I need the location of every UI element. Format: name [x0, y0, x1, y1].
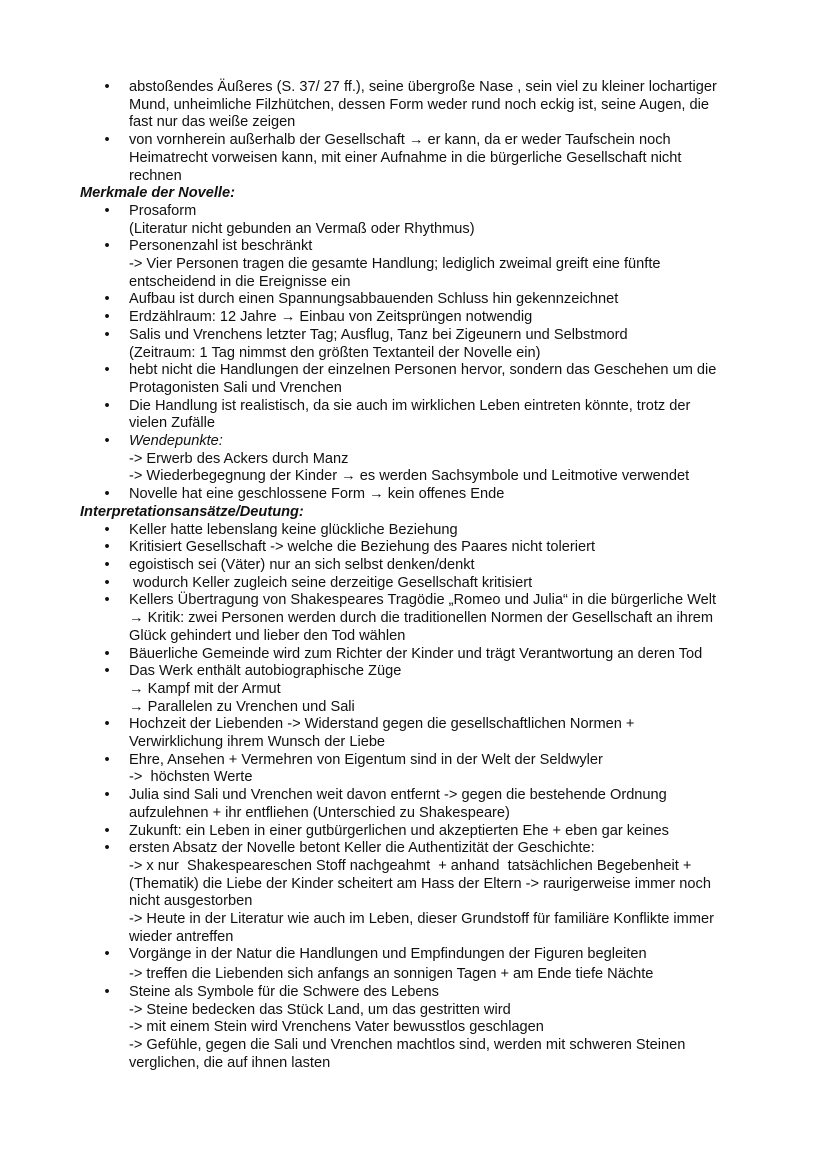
list-item-text: Personenzahl ist beschränkt [129, 238, 313, 255]
bullet-icon: • [104, 556, 110, 573]
list-item [80, 663, 760, 716]
bullet-icon: • [104, 238, 110, 255]
list-item-text: wodurch Keller zugleich seine derzeitige Gesellschaft kritisiert [129, 574, 533, 591]
list-item-text: Mund, unheimliche Filzhütchen, dessen Form weder rund noch eckig ist, seine Augen, die [129, 96, 710, 113]
list-item-text: -> x nur Shakespeareschen Stoff nachgeahmt + anhand tatsächlichen Begebenheit + [129, 857, 692, 874]
list-item-text: wieder antreffen [129, 928, 234, 945]
list-item [80, 522, 760, 540]
bullet-icon: • [104, 486, 110, 503]
bullet-icon: • [104, 326, 110, 343]
bullet-icon: • [104, 397, 110, 414]
list-item-text: -> Vier Personen tragen die gesamte Handlung; lediglich zweimal greift eine fünfte [129, 256, 661, 273]
list-item [80, 309, 760, 327]
list-item [80, 557, 760, 575]
list-item [80, 716, 760, 751]
bullet-icon: • [104, 309, 110, 326]
list-item-text: abstoßendes Äußeres (S. 37/ 27 ff.), seine übergroße Nase , sein viel zu kleiner lochartiger [129, 79, 717, 95]
list-item-text: -> Wiederbegegnung der Kinder → es werden Sachsymbole und Leitmotive verwendet [129, 468, 690, 485]
bullet-icon: • [104, 539, 110, 556]
list-item-text: hebt nicht die Handlungen der einzelnen Personen hervor, sondern das Geschehen um die [129, 362, 717, 379]
list-item-text: Aufbau ist durch einen Spannungsabbauenden Schluss hin gekennzeichnet [129, 291, 619, 308]
bullet-icon: • [104, 751, 110, 768]
list-item [80, 79, 760, 132]
interpretation-list [80, 522, 760, 1073]
document-page [80, 79, 760, 1072]
list-item [80, 752, 760, 787]
list-item-text: → Kritik: zwei Personen werden durch die traditionellen Normen der Gesellschaft an ihrem [129, 610, 714, 627]
list-item-text: Bäuerliche Gemeinde wird zum Richter der Kinder und trägt Verantwortung an deren Tod [129, 645, 703, 662]
list-item-text: Prosaform [129, 202, 197, 219]
bullet-icon: • [104, 946, 110, 963]
list-item [80, 946, 760, 983]
list-item-text: -> Gefühle, gegen die Sali und Vrenchen machtlos sind, werden mit schweren Steinen [129, 1036, 686, 1053]
list-item-text: nicht ausgestorben [129, 893, 253, 910]
list-item [80, 592, 760, 645]
list-item-text: ersten Absatz der Novelle betont Keller die Authentizität der Geschichte: [129, 840, 595, 857]
list-item-text: Vorgänge in der Natur die Handlungen und Empfindungen der Figuren begleiten [129, 946, 647, 963]
list-item-text: Keller hatte lebenslang keine glückliche Beziehung [129, 521, 458, 538]
list-item-text: rechnen [129, 167, 182, 184]
list-item [80, 984, 760, 1073]
list-item [80, 238, 760, 291]
bullet-icon: • [104, 132, 110, 149]
list-item-text: Die Handlung ist realistisch, da sie auch im wirklichen Leben eintreten könnte, trotz der [129, 397, 691, 414]
list-item-text: Hochzeit der Liebenden -> Widerstand gegen die gesellschaftlichen Normen + [129, 716, 635, 733]
bullet-icon: • [104, 79, 110, 95]
list-item-text: Kritisiert Gesellschaft -> welche die Beziehung des Paares nicht toleriert [129, 539, 596, 556]
bullet-icon: • [104, 521, 110, 538]
list-item-text: -> Erwerb des Ackers durch Manz [129, 450, 349, 467]
bullet-icon: • [104, 840, 110, 857]
list-item-text: -> Heute in der Literatur wie auch im Leben, dieser Grundstoff für familiäre Konflikte immer [129, 911, 714, 928]
list-item-text: egoistisch sei (Väter) nur an sich selbst denken/denkt [129, 556, 475, 573]
list-item-text: Erdzählraum: 12 Jahre → Einbau von Zeitsprüngen notwendig [129, 309, 533, 326]
list-item-text: entscheidend in die Ereignisse ein [129, 273, 351, 290]
list-item-text: von vornherein außerhalb der Gesellschaft → er kann, da er weder Taufschein noch [129, 132, 671, 149]
list-item-text: -> mit einem Stein wird Vrenchens Vater bewusstlos geschlagen [129, 1019, 544, 1036]
list-item-text: -> höchsten Werte [129, 769, 253, 786]
list-item [80, 398, 760, 433]
list-item-text: fast nur das weiße zeigen [129, 114, 296, 131]
list-item-text: (Zeitraum: 1 Tag nimmst den größten Textanteil der Novelle ein) [129, 344, 541, 361]
section-heading-interpretation: Interpretationsansätze/Deutung: [80, 503, 304, 520]
list-item [80, 787, 760, 822]
list-item-text: Heimatrecht vorweisen kann, mit einer Aufnahme in die bürgerliche Gesellschaft nicht [129, 149, 682, 166]
list-item [80, 327, 760, 362]
list-item-text: → Kampf mit der Armut [129, 680, 281, 697]
list-item [80, 203, 760, 238]
list-item [80, 823, 760, 841]
list-item-text: → Parallelen zu Vrenchen und Sali [129, 698, 355, 715]
list-item-text: Novelle hat eine geschlossene Form → kein offenes Ende [129, 486, 505, 503]
bullet-icon: • [104, 291, 110, 308]
bullet-icon: • [104, 645, 110, 662]
bullet-icon: • [104, 362, 110, 379]
list-item [80, 433, 760, 486]
list-item-text: Julia sind Sali und Vrenchen weit davon entfernt -> gegen die bestehende Ordnung [129, 787, 667, 804]
merkmale-list [80, 203, 760, 504]
list-item-text: Ehre, Ansehen + Vermehren von Eigentum sind in der Welt der Seldwyler [129, 751, 603, 768]
list-item-text: Glück gehindert und lieber den Tod wählen [129, 627, 406, 644]
intro-list [80, 79, 760, 185]
list-item-text: aufzulehnen + ihr entfliehen (Unterschied zu Shakespeare) [129, 804, 510, 821]
list-item [80, 646, 760, 664]
bullet-icon: • [104, 592, 110, 609]
list-item-text: (Thematik) die Liebe der Kinder scheitert am Hass der Eltern -> raurigerweise immer noch [129, 875, 711, 892]
list-item-text: Salis und Vrenchens letzter Tag; Ausflug, Tanz bei Zigeunern und Selbstmord [129, 326, 628, 343]
list-item [80, 362, 760, 397]
bullet-icon: • [104, 822, 110, 839]
bullet-icon: • [104, 202, 110, 219]
bullet-icon: • [104, 716, 110, 733]
bullet-icon: • [104, 983, 110, 1000]
section-heading-merkmale: Merkmale der Novelle: [80, 185, 235, 202]
list-item-text: -> Steine bedecken das Stück Land, um das gestritten wird [129, 1001, 511, 1018]
list-item-text: verglichen, die auf ihnen lasten [129, 1054, 331, 1071]
bullet-icon: • [104, 574, 110, 591]
list-item-text: Kellers Übertragung von Shakespeares Tragödie „Romeo und Julia“ in die bürgerliche Welt [129, 592, 717, 609]
list-item-text: Verwirklichung ihrem Wunsch der Liebe [129, 734, 386, 751]
list-item-text: Das Werk enthält autobiographische Züge [129, 663, 402, 680]
list-item-text: Zukunft: ein Leben in einer gutbürgerlichen und akzeptierten Ehe + eben gar keines [129, 822, 669, 839]
list-item-text: Steine als Symbole für die Schwere des Lebens [129, 983, 439, 1000]
list-item-text: vielen Zufälle [129, 415, 215, 432]
list-item-text: Wendepunkte: [129, 433, 223, 450]
list-item [80, 486, 760, 504]
list-item [80, 575, 760, 593]
list-item [80, 132, 760, 185]
list-item-text: -> treffen die Liebenden sich anfangs an sonnigen Tagen + am Ende tiefe Nächte [129, 966, 654, 983]
bullet-icon: • [104, 787, 110, 804]
list-item-text: (Literatur nicht gebunden an Vermaß oder Rhythmus) [129, 220, 475, 237]
bullet-icon: • [104, 433, 110, 450]
bullet-icon: • [104, 663, 110, 680]
list-item [80, 291, 760, 309]
list-item [80, 840, 760, 946]
list-item-text: Protagonisten Sali und Vrenchen [129, 379, 342, 396]
list-item [80, 539, 760, 557]
